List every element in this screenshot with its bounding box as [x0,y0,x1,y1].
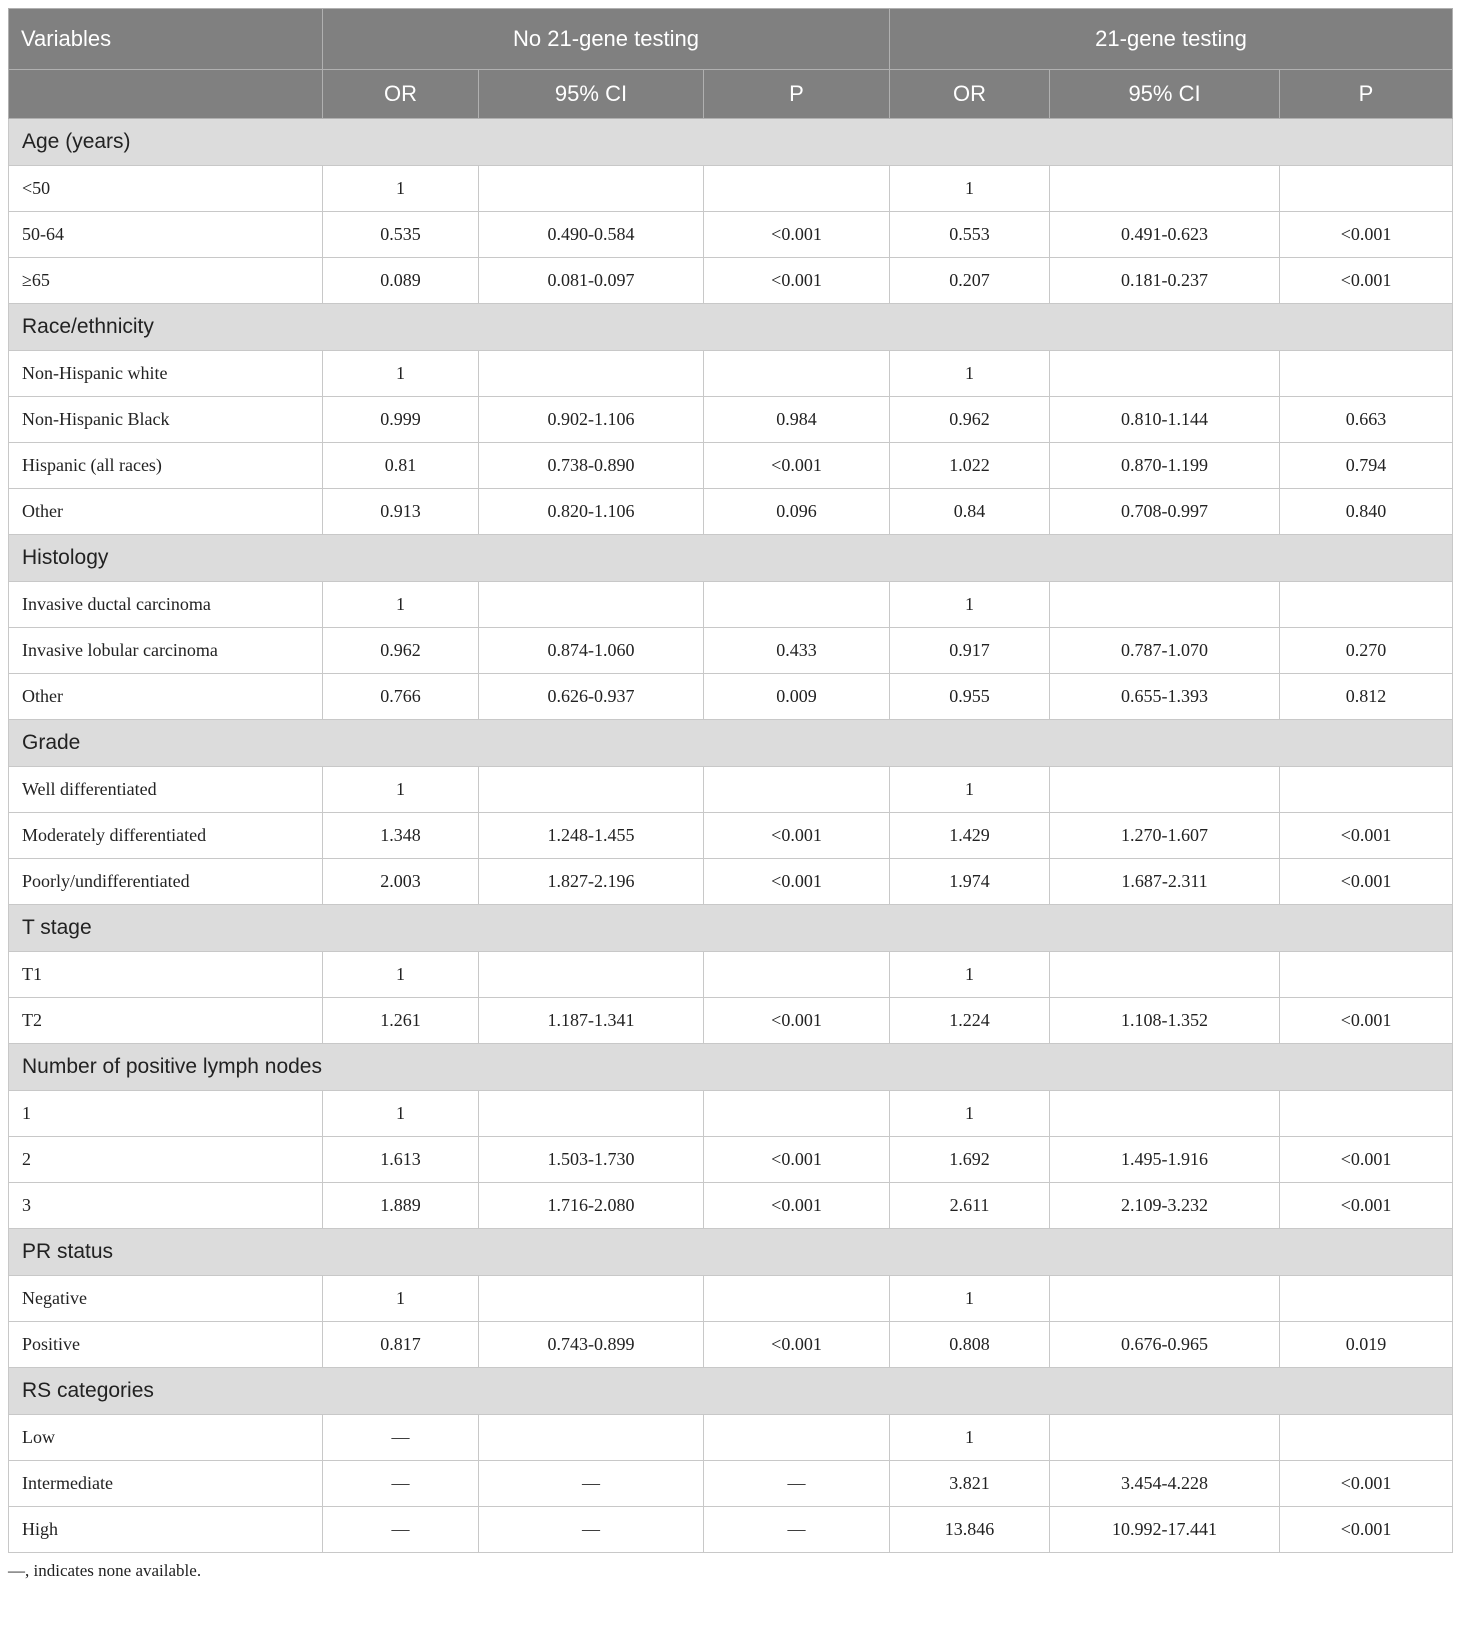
table-cell [1280,351,1453,397]
row-label: Other [9,489,323,535]
table-cell: 0.535 [323,212,479,258]
table-cell [1050,767,1280,813]
table-cell: 1 [323,582,479,628]
table-cell: 0.738-0.890 [479,443,704,489]
table-row [9,628,1453,674]
table-cell: — [323,1507,479,1553]
table-cell: — [479,1507,704,1553]
table-cell [479,1276,704,1322]
odds-ratio-table [8,8,1453,1553]
table-cell: <0.001 [704,258,890,304]
table-cell: 1.974 [890,859,1050,905]
table-cell: 0.787-1.070 [1050,628,1280,674]
section-title: PR status [9,1229,1453,1276]
table-cell [704,582,890,628]
table-cell: 2.003 [323,859,479,905]
table-row [9,952,1453,998]
table-cell: <0.001 [1280,998,1453,1044]
table-cell: 0.676-0.965 [1050,1322,1280,1368]
table-cell [1280,1276,1453,1322]
row-label: Invasive lobular carcinoma [9,628,323,674]
table-cell: 1 [323,1276,479,1322]
table-cell: 0.626-0.937 [479,674,704,720]
header-variables: Variables [9,9,323,70]
table-cell [1050,1091,1280,1137]
section-title: T stage [9,905,1453,952]
section-header-row [9,720,1453,767]
header-p-no: P [704,70,890,119]
section-header-row [9,1044,1453,1091]
table-cell: 0.181-0.237 [1050,258,1280,304]
table-cell: <0.001 [1280,859,1453,905]
table-cell [1050,1276,1280,1322]
row-label: ≥65 [9,258,323,304]
section-header-row [9,304,1453,351]
table-cell: 1.889 [323,1183,479,1229]
table-cell: 2.109-3.232 [1050,1183,1280,1229]
table-cell: 1.248-1.455 [479,813,704,859]
row-label: High [9,1507,323,1553]
table-cell: 1.224 [890,998,1050,1044]
table-cell [479,767,704,813]
table-cell: 1.687-2.311 [1050,859,1280,905]
table-cell: 1.503-1.730 [479,1137,704,1183]
row-label: T2 [9,998,323,1044]
section-title: Number of positive lymph nodes [9,1044,1453,1091]
table-cell [1280,767,1453,813]
table-cell: <0.001 [1280,258,1453,304]
table-cell: 10.992-17.441 [1050,1507,1280,1553]
row-label: 1 [9,1091,323,1137]
row-label: Other [9,674,323,720]
table-cell: 0.743-0.899 [479,1322,704,1368]
table-cell: <0.001 [704,443,890,489]
table-cell: 13.846 [890,1507,1050,1553]
table-cell [1280,1091,1453,1137]
table-cell [704,1276,890,1322]
table-cell: <0.001 [704,859,890,905]
table-cell: 0.081-0.097 [479,258,704,304]
table-cell: <0.001 [1280,1137,1453,1183]
section-title: Grade [9,720,1453,767]
table-cell: 1.827-2.196 [479,859,704,905]
table-cell: 0.663 [1280,397,1453,443]
section-title: Histology [9,535,1453,582]
table-cell: 0.840 [1280,489,1453,535]
table-cell: 0.820-1.106 [479,489,704,535]
table-row [9,1091,1453,1137]
table-cell: 0.794 [1280,443,1453,489]
table-container [8,8,1452,1581]
table-cell: — [704,1461,890,1507]
row-label: Non-Hispanic white [9,351,323,397]
table-cell: 0.708-0.997 [1050,489,1280,535]
table-cell: 1 [890,582,1050,628]
section-title: RS categories [9,1368,1453,1415]
table-row [9,998,1453,1044]
table-cell [704,952,890,998]
table-cell: 0.874-1.060 [479,628,704,674]
table-cell: 0.433 [704,628,890,674]
table-cell: 0.270 [1280,628,1453,674]
section-header-row [9,1229,1453,1276]
table-row [9,443,1453,489]
table-cell [479,1415,704,1461]
table-cell: 1.613 [323,1137,479,1183]
table-row [9,1507,1453,1553]
table-cell: 0.902-1.106 [479,397,704,443]
table-row [9,1322,1453,1368]
table-cell: 0.808 [890,1322,1050,1368]
table-row [9,1461,1453,1507]
table-header [9,9,1453,119]
table-cell: <0.001 [704,212,890,258]
table-cell: 0.207 [890,258,1050,304]
table-cell [1050,166,1280,212]
table-cell: 0.999 [323,397,479,443]
table-row [9,1137,1453,1183]
table-cell: <0.001 [1280,212,1453,258]
header-empty [9,70,323,119]
table-row [9,813,1453,859]
table-cell: — [323,1461,479,1507]
table-row [9,1183,1453,1229]
table-cell [704,767,890,813]
row-label: Hispanic (all races) [9,443,323,489]
table-cell [1050,582,1280,628]
table-cell: 0.817 [323,1322,479,1368]
row-label: T1 [9,952,323,998]
table-cell: 1 [323,166,479,212]
table-cell: <0.001 [1280,1461,1453,1507]
table-cell: 1.261 [323,998,479,1044]
table-row [9,258,1453,304]
row-label: Positive [9,1322,323,1368]
row-label: Poorly/undifferentiated [9,859,323,905]
section-header-row [9,119,1453,166]
table-cell: 0.019 [1280,1322,1453,1368]
table-cell: 0.81 [323,443,479,489]
section-title: Race/ethnicity [9,304,1453,351]
table-cell [479,582,704,628]
row-label: <50 [9,166,323,212]
table-cell: 0.491-0.623 [1050,212,1280,258]
table-cell: 1 [890,351,1050,397]
table-cell: 0.917 [890,628,1050,674]
header-or-no: OR [323,70,479,119]
header-no-21-gene-testing: No 21-gene testing [323,9,890,70]
table-cell [1280,166,1453,212]
table-cell: 0.553 [890,212,1050,258]
table-row [9,859,1453,905]
table-cell: 1 [890,767,1050,813]
table-cell: 0.913 [323,489,479,535]
table-cell: 0.655-1.393 [1050,674,1280,720]
table-cell: 0.962 [323,628,479,674]
row-label: Invasive ductal carcinoma [9,582,323,628]
table-cell: 1.108-1.352 [1050,998,1280,1044]
row-label: Moderately differentiated [9,813,323,859]
table-cell: 0.810-1.144 [1050,397,1280,443]
table-cell [1280,952,1453,998]
header-ci-yes: 95% CI [1050,70,1280,119]
table-row [9,767,1453,813]
table-cell: 1 [890,952,1050,998]
table-cell: <0.001 [1280,1507,1453,1553]
table-cell [704,1091,890,1137]
table-cell: 1.187-1.341 [479,998,704,1044]
table-cell: 0.812 [1280,674,1453,720]
row-label: Low [9,1415,323,1461]
table-cell: 1.495-1.916 [1050,1137,1280,1183]
header-ci-no: 95% CI [479,70,704,119]
table-row [9,166,1453,212]
table-row [9,351,1453,397]
row-label: Non-Hispanic Black [9,397,323,443]
table-cell: 0.84 [890,489,1050,535]
table-cell: <0.001 [704,813,890,859]
table-cell: 1 [323,1091,479,1137]
table-cell: 3.454-4.228 [1050,1461,1280,1507]
table-cell: 1 [890,1415,1050,1461]
section-header-row [9,1368,1453,1415]
table-cell [704,351,890,397]
table-cell [1050,952,1280,998]
table-cell: <0.001 [704,1322,890,1368]
table-cell: 1.348 [323,813,479,859]
table-body [9,119,1453,1553]
table-cell [704,166,890,212]
table-row [9,1276,1453,1322]
header-p-yes: P [1280,70,1453,119]
table-cell: 1.716-2.080 [479,1183,704,1229]
header-or-yes: OR [890,70,1050,119]
row-label: Negative [9,1276,323,1322]
table-cell: <0.001 [704,1183,890,1229]
table-cell: 0.009 [704,674,890,720]
row-label: 50-64 [9,212,323,258]
table-cell [1280,582,1453,628]
table-cell: 0.096 [704,489,890,535]
row-label: 2 [9,1137,323,1183]
table-cell: 1.692 [890,1137,1050,1183]
table-cell: 0.089 [323,258,479,304]
header-21-gene-testing: 21-gene testing [890,9,1453,70]
table-cell [1050,1415,1280,1461]
table-cell: 1 [890,166,1050,212]
table-row [9,489,1453,535]
table-row [9,397,1453,443]
table-cell [479,952,704,998]
table-cell [479,351,704,397]
table-cell: — [323,1415,479,1461]
table-cell: <0.001 [704,998,890,1044]
table-row [9,582,1453,628]
row-label: Well differentiated [9,767,323,813]
table-cell [704,1415,890,1461]
table-cell: — [704,1507,890,1553]
table-cell [479,166,704,212]
table-cell: <0.001 [1280,813,1453,859]
table-cell: 0.962 [890,397,1050,443]
table-footnote: —, indicates none available. [8,1561,202,1580]
table-cell [1280,1415,1453,1461]
row-label: Intermediate [9,1461,323,1507]
table-cell: 2.611 [890,1183,1050,1229]
table-cell: 1.429 [890,813,1050,859]
table-cell: 1 [323,952,479,998]
section-header-row [9,535,1453,582]
table-cell: 3.821 [890,1461,1050,1507]
table-cell [1050,351,1280,397]
table-cell: 1.270-1.607 [1050,813,1280,859]
table-cell: 0.766 [323,674,479,720]
table-cell: 1 [323,351,479,397]
table-cell: 1.022 [890,443,1050,489]
table-cell: <0.001 [1280,1183,1453,1229]
table-row [9,674,1453,720]
table-cell: <0.001 [704,1137,890,1183]
section-title: Age (years) [9,119,1453,166]
table-cell [479,1091,704,1137]
table-row [9,212,1453,258]
table-cell: 1 [890,1276,1050,1322]
table-cell: 0.955 [890,674,1050,720]
table-cell: 0.870-1.199 [1050,443,1280,489]
table-cell: 0.984 [704,397,890,443]
table-cell: 1 [323,767,479,813]
table-cell: — [479,1461,704,1507]
table-cell: 0.490-0.584 [479,212,704,258]
row-label: 3 [9,1183,323,1229]
table-cell: 1 [890,1091,1050,1137]
table-row [9,1415,1453,1461]
section-header-row [9,905,1453,952]
